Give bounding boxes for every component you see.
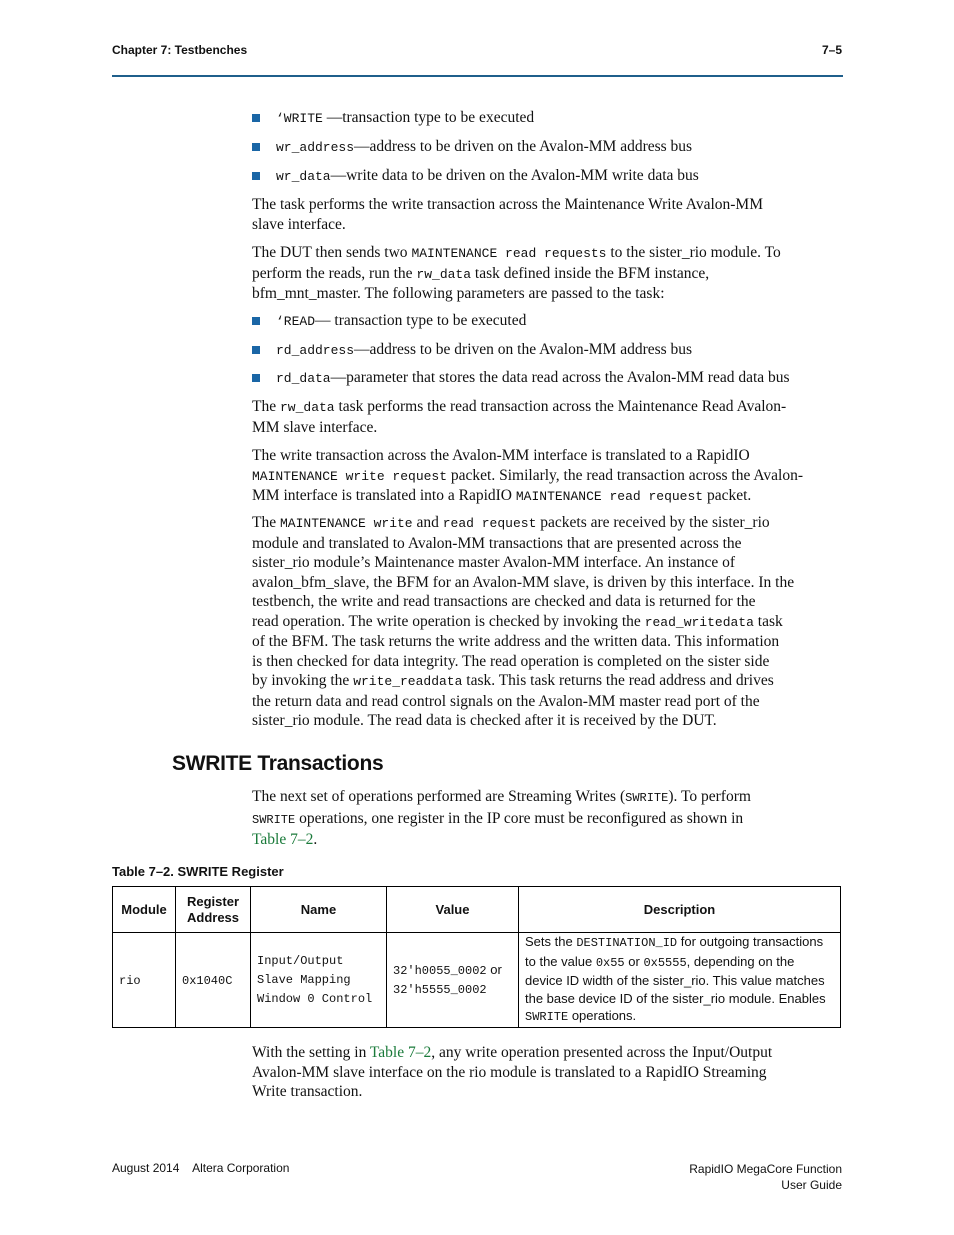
running-header-chapter: Chapter 7: Testbenches xyxy=(112,43,248,57)
paragraph-line: The task performs the write transaction across the Maintenance Write Avalon-MM xyxy=(252,196,764,213)
header-name: Name xyxy=(251,887,387,933)
paragraph-line: is then checked for data integrity. The read operation is completed on the sister side xyxy=(252,652,770,670)
bullet-text: —transaction type to be executed xyxy=(322,109,535,126)
footer-date-company: August 2014 Altera Corporation xyxy=(112,1161,290,1175)
register-table xyxy=(112,886,841,1028)
paragraph xyxy=(252,397,844,437)
code-term: wr_address xyxy=(276,140,355,155)
code-term: rw_data xyxy=(416,266,472,282)
header-value: Value xyxy=(387,887,519,933)
code-term: SWRITE xyxy=(625,791,669,805)
code-term: ‘READ xyxy=(276,314,316,329)
code-term: read_writedata xyxy=(644,614,754,630)
paragraph xyxy=(252,1043,844,1102)
table-caption: Table 7–2. SWRITE Register xyxy=(112,864,284,879)
cell-address: 0x1040C xyxy=(176,933,251,1028)
paragraph xyxy=(252,787,844,850)
cell-module: rio xyxy=(113,933,176,1028)
paragraph-line: bfm_mnt_master. The following parameters are passed to the task: xyxy=(252,285,665,302)
code-term: write_readdata xyxy=(353,674,463,689)
cell-value: 32'h0055_0002 or 32'h5555_0002 xyxy=(387,933,519,1028)
bullet-square-icon xyxy=(252,172,260,180)
paragraph-line: The rw_data task performs the read transaction across the Maintenance Read Avalon- xyxy=(252,398,787,415)
code-term: MAINTENANCE write xyxy=(279,516,413,531)
bullet-text: — transaction type to be executed xyxy=(315,312,527,329)
footer-title-line: RapidIO MegaCore Function xyxy=(689,1162,842,1176)
paragraph-line: testbench, the write and read transactions are checked and data is returned for the xyxy=(252,593,756,610)
paragraph xyxy=(252,513,844,731)
paragraph-line: SWRITE operations, one register in the IP core must be reconfigured as shown in xyxy=(252,809,744,827)
paragraph xyxy=(252,446,844,507)
paragraph xyxy=(252,195,844,234)
code-term: rd_data xyxy=(276,371,331,386)
table-link[interactable]: Table 7–2 xyxy=(369,1044,432,1061)
paragraph-line: MM interface is translated into a RapidIO MAINTENANCE read request packet. xyxy=(252,487,752,504)
paragraph-line: Avalon-MM slave interface on the rio module is translated to a RapidIO Streaming xyxy=(252,1063,767,1081)
bullet-text: —write data to be driven on the Avalon-MM write data bus xyxy=(330,167,699,184)
footer-document-title xyxy=(689,1161,842,1193)
code-term: ‘WRITE xyxy=(276,111,323,126)
table-header-row xyxy=(113,887,841,933)
code-term: SWRITE xyxy=(252,812,296,827)
bullet-square-icon xyxy=(252,346,260,354)
code-term: MAINTENANCE read requests xyxy=(411,246,607,261)
bullet-square-icon xyxy=(252,317,260,325)
code-term: read request xyxy=(442,516,537,531)
paragraph-line: The MAINTENANCE write and read request packets are received by the sister_rio xyxy=(252,514,770,531)
paragraph-line: The DUT then sends two MAINTENANCE read requests to the sister_rio module. To xyxy=(252,244,781,261)
paragraph-line: MM slave interface. xyxy=(252,418,378,436)
paragraph-line: slave interface. xyxy=(252,215,346,233)
header-register-address: Register Address xyxy=(176,887,251,933)
header-module: Module xyxy=(113,887,176,933)
paragraph-line: module and translated to Avalon-MM transactions that are presented across the xyxy=(252,534,742,552)
section-heading: SWRITE Transactions xyxy=(172,752,384,775)
paragraph-line: sister_rio module. The read data is checked after it is received by the DUT. xyxy=(252,712,717,729)
paragraph-line: the return data and read control signals on the Avalon-MM master read port of the xyxy=(252,692,760,710)
bullet-square-icon xyxy=(252,143,260,151)
paragraph xyxy=(252,243,844,304)
paragraph-line: Table 7–2. xyxy=(252,831,318,848)
paragraph-line: With the setting in Table 7–2, any write operation presented across the Input/Output xyxy=(252,1044,773,1061)
header-rule xyxy=(112,75,843,77)
paragraph-line: MAINTENANCE write request packet. Similarly, the read transaction across the Avalon- xyxy=(252,466,803,484)
paragraph-line: perform the reads, run the rw_data task defined inside the BFM instance, xyxy=(252,264,710,282)
paragraph-line: sister_rio module’s Maintenance master Avalon-MM interface. An instance of xyxy=(252,554,736,571)
paragraph-line: of the BFM. The task returns the write address and the written data. This information xyxy=(252,633,780,650)
paragraph-line: read operation. The write operation is checked by invoking the read_writedata task xyxy=(252,612,783,630)
code-term: wr_data xyxy=(276,169,331,184)
paragraph-line: The next set of operations performed are Streaming Writes (SWRITE). To perform xyxy=(252,788,751,805)
page-number: 7–5 xyxy=(821,43,842,57)
code-term: MAINTENANCE read request xyxy=(515,489,704,504)
bullet-text: —address to be driven on the Avalon-MM address bus xyxy=(354,138,693,155)
paragraph-line: avalon_bfm_slave, the BFM for an Avalon-MM slave, is driven by this interface. In the xyxy=(252,573,795,591)
code-term: MAINTENANCE write request xyxy=(252,468,448,484)
bullet-square-icon xyxy=(252,114,260,122)
bullet-text: —parameter that stores the data read across the Avalon-MM read data bus xyxy=(330,369,790,386)
table-link[interactable]: Table 7–2 xyxy=(252,831,314,848)
cell-name: Input/Output Slave Mapping Window 0 Control xyxy=(251,933,387,1028)
paragraph-line: by invoking the write_readdata task. This task returns the read address and drives xyxy=(252,672,774,689)
code-term: rw_data xyxy=(279,400,335,415)
paragraph-line: Write transaction. xyxy=(252,1083,363,1100)
bullet-text: —address to be driven on the Avalon-MM address bus xyxy=(354,341,693,358)
cell-description: Sets the DESTINATION_ID for outgoing transactions to the value 0x55 or 0x5555, depending on the device ID width of the sister_rio. This value matches the base device ID of the sister_rio module. Enables SWRITE operations. xyxy=(519,933,841,1028)
footer-title-line: User Guide xyxy=(781,1178,842,1192)
paragraph-line: The write transaction across the Avalon-MM interface is translated to a RapidIO xyxy=(252,447,750,464)
bullet-square-icon xyxy=(252,374,260,382)
table-row xyxy=(113,933,841,1028)
code-term: rd_address xyxy=(276,343,355,358)
header-description: Description xyxy=(519,887,841,933)
